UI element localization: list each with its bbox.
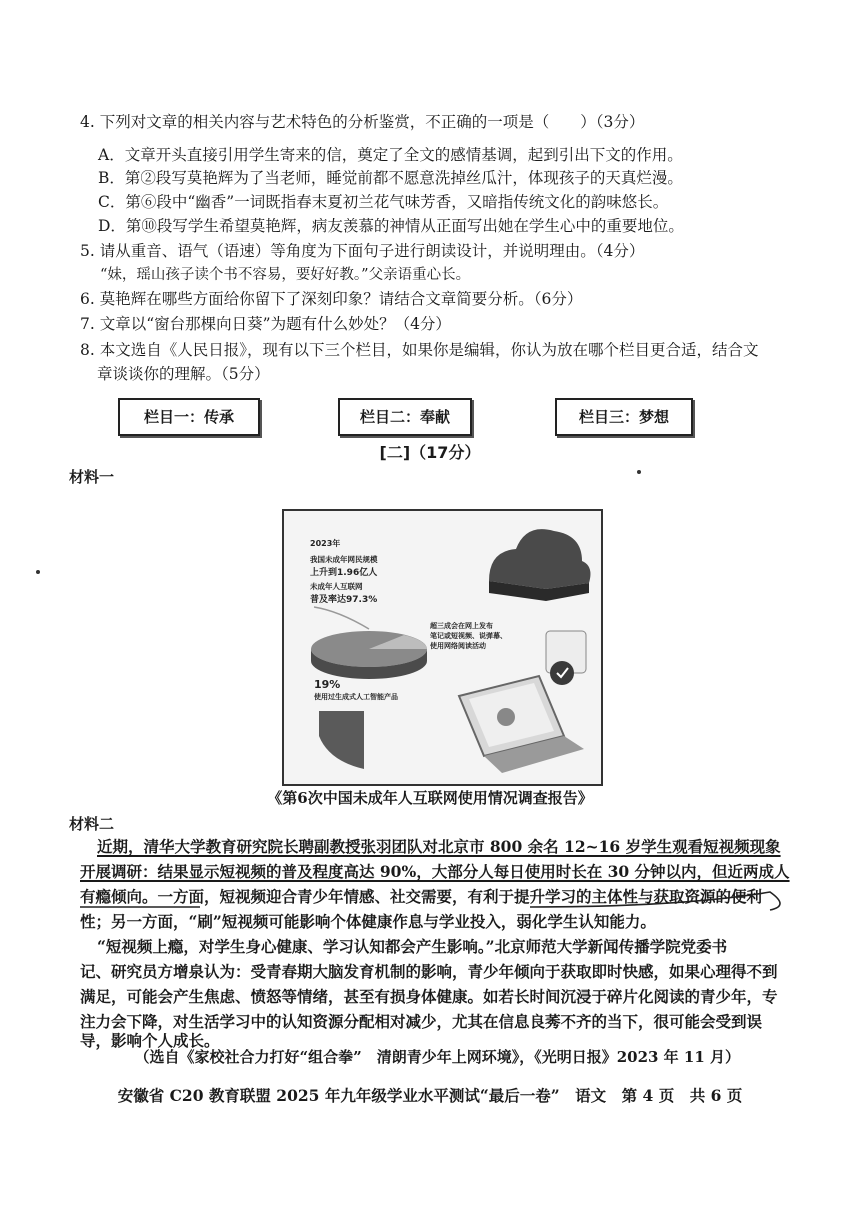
- fig-penetration-label: 未成年人互联网: [310, 582, 363, 591]
- question-4-option-a: A．文章开头直接引用学生寄来的信，奠定了全文的感情基调，起到引出下文的作用。: [98, 146, 683, 164]
- material-2-p1-line1: 近期，清华大学教育研究院长聘副教授张羽团队对北京市 800 余名 12~16 岁学生观看短视频现象: [97, 837, 781, 856]
- question-8-line2: 章谈谈你的理解。（5分）: [97, 365, 270, 383]
- laptop-icon: [459, 676, 584, 773]
- material-2-p2-line2: 记、研究员方增泉认为：受青春期大脑发育机制的影响，青少年倾向于获取即时快感，如果心理得不到: [80, 962, 778, 981]
- fig-minor-count: 上升到1.96亿人: [310, 568, 378, 578]
- column-box-dream: 栏目三：梦想: [555, 398, 693, 436]
- material-1-label: 材料一: [69, 468, 115, 486]
- column-box-inheritance: 栏目一：传承: [118, 398, 260, 436]
- column-box-dedication: 栏目二：奉献: [338, 398, 472, 436]
- fig-ai-percent: 19%: [314, 678, 341, 691]
- pie-slice-decoration: [319, 711, 364, 769]
- handwritten-annotation: [80, 880, 800, 920]
- material-2-p2-line1: “短视频上瘾，对学生身心健康、学习认知都会产生影响。”北京师范大学新闻传播学院党委书: [97, 937, 728, 956]
- callout-line: [314, 607, 369, 629]
- cloud-icon: [489, 529, 590, 601]
- question-4-stem: 4. 下列对文章的相关内容与艺术特色的分析鉴赏，不正确的一项是（ ）（3分）: [80, 113, 645, 131]
- material-2-p1-line4: 性；另一方面，“刷”短视频可能影响个体健康作息与学业投入，弱化学生认知能力。: [80, 912, 656, 931]
- fig-right-text-1: 超三成会在网上发布: [430, 622, 493, 630]
- material-2-p1-line3: 有瘾倾向。一方面，短视频迎合青少年情感、社交需要，有利于提升学习的主体性与获取资源的便利: [80, 887, 763, 906]
- material-2-p2-line5: 导，影响个人成长。: [80, 1031, 220, 1050]
- fig-year: 2023年: [310, 539, 341, 548]
- figure-caption: 《第6次中国未成年人互联网使用情况调查报告》: [267, 789, 593, 807]
- fig-minor-netizens: 我国未成年网民规模: [310, 555, 378, 564]
- scan-speck: [36, 570, 40, 574]
- material-2-source: （选自《家校社合力打好“组合拳” 清朗青少年上网环境》，《光明日报》2023 年 11 月）: [134, 1048, 740, 1066]
- scan-speck: [637, 470, 641, 474]
- question-4-option-d: D．第⑩段写学生希望莫艳辉，病友羡慕的神情从正面写出她在学生心中的重要地位。: [98, 217, 684, 235]
- fig-ai-desc: 使用过生成式人工智能产品: [314, 693, 398, 701]
- fig-right-text-2: 笔记或短视频、说弹幕、: [430, 632, 507, 640]
- fig-right-text-3: 使用网络阅读活动: [430, 642, 486, 650]
- question-4-option-c: C．第⑥段中“幽香”一词既指春末夏初兰花气味芳香，又暗指传统文化的韵味悠长。: [98, 193, 669, 211]
- question-5-quote: “妹，瑶山孩子读个书不容易，要好好教。”父亲语重心长。: [100, 267, 471, 283]
- question-4-option-b: B．第②段写莫艳辉为了当老师，睡觉前都不愿意洗掉丝瓜汁，体现孩子的天真烂漫。: [98, 169, 683, 187]
- question-8-line1: 8. 本文选自《人民日报》，现有以下三个栏目，如果你是编辑，你认为放在哪个栏目更合适，结合文: [80, 341, 759, 359]
- material-2-label: 材料二: [69, 815, 115, 833]
- material-2-p2-line3: 满足，可能会产生焦虑、愤怒等情绪，甚至有损身体健康。如若长时间沉浸于碎片化阅读的青少年，专: [80, 987, 778, 1006]
- fig-penetration-rate: 普及率达97.3%: [310, 595, 378, 605]
- pie-chart-graphic: [311, 631, 427, 679]
- question-6: 6. 莫艳辉在哪些方面给你留下了深刻印象？请结合文章简要分析。（6分）: [80, 290, 583, 308]
- question-5-stem: 5. 请从重音、语气（语速）等角度为下面句子进行朗读设计，并说明理由。（4分）: [80, 242, 645, 260]
- tablet-icon: [546, 631, 586, 685]
- material-2-p2-line4: 注力会下降，对生活学习中的认知资源分配相对减少，尤其在信息良莠不齐的当下，很可能会受到误: [80, 1012, 763, 1031]
- material-2-p1-line2: 开展调研：结果显示短视频的普及程度高达 90%，大部分人每日使用时长在 30 分钟以内，但近两成人: [80, 862, 790, 881]
- survey-infographic: [282, 509, 603, 786]
- page-footer: 安徽省 C20 教育联盟 2025 年九年级学业水平测试“最后一卷” 语文 第 4 页 共 6 页: [117, 1086, 743, 1105]
- section-header: [二]（17分）: [379, 443, 481, 462]
- question-7: 7. 文章以“窗台那棵向日葵”为题有什么妙处？（4分）: [80, 315, 451, 333]
